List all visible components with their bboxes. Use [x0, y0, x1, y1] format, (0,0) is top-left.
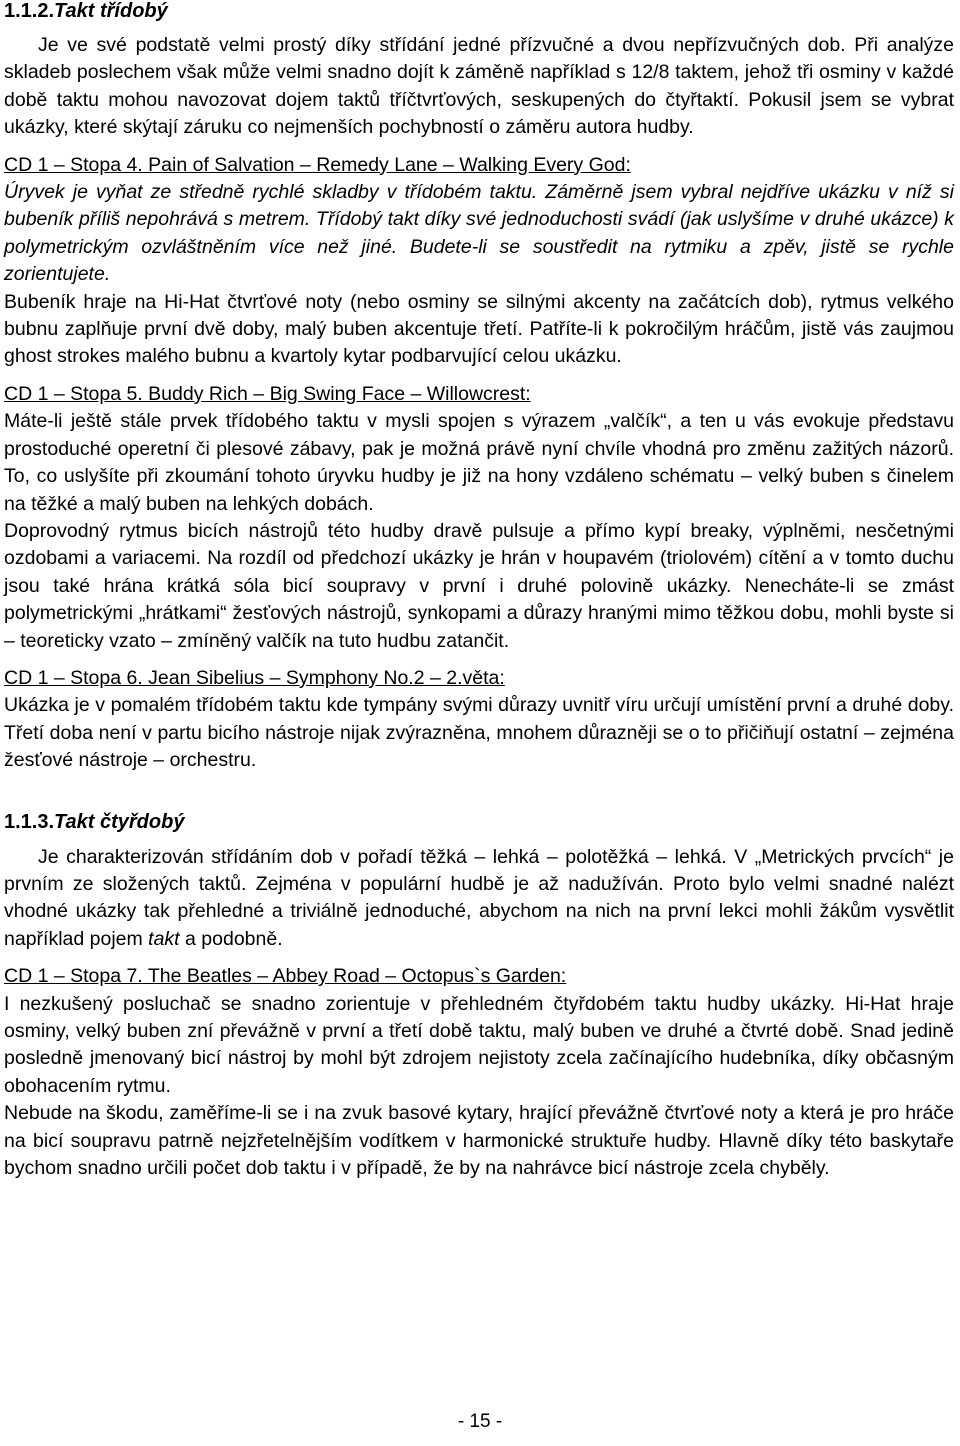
track-5-text-2: Doprovodný rytmus bicích nástrojů této hudby dravě pulsuje a přímo kypí breaky, výplněmi, nesčetnými ozdobami a variacemi. Na rozdíl od předchozí ukázky je hrán v houpavém (triolovém) cítění a v tomto duchu jsou také hrána krátká sóla bicí soupravy v první i druhé polovině ukázky. Nenecháte-li se zmást polymetrickými „hrátkami“ žesťových nástrojů, synkopami a důrazy hranými mimo těžkou dobu, mohli byste si – teoreticky vzato – zmíněný valčík na tuto hudbu zatančit.	[4, 519, 954, 652]
intro-paragraph: Je ve své podstatě velmi prostý díky střídání jedné přízvučné a dvou nepřízvučných dob. Při analýze skladeb poslechem však může velmi snadno dojít k záměně například s 12/8 taktem, jehož tři osminy v každé době taktu mohou navozovat dojem taktů tříčtvrťových, seskupených do čtyřtaktí. Pokusil jsem se vybrat ukázky, které skýtají záruku co nejmenších pochybností o záměru autora hudby.	[4, 34, 954, 139]
track-7-text-2: Nebude na škodu, zaměříme-li se i na zvuk basové kytary, hrající převážně čtvrťové noty a která je pro hráče na bicí soupravu patrně nejzřetelnějším vodítkem v harmonické struktuře hudby. Hlavně díky této baskytaře bychom snadno určili počet dob taktu i v případě, že by na nahrávce bicí nástroje zcela chyběly.	[4, 1102, 954, 1180]
track-5-text: Máte-li ještě stále prvek třídobého taktu v mysli spojen s výrazem „valčík“, a ten u vás evokuje představu prostoduché operetní či plesové zábavy, pak je možná právě nyní chvíle vhodná pro změnu zažitých názorů. To, co uslyšíte při zkoumání tohoto úryvku hudby je již na hony vzdáleno schématu – velký buben s činelem na těžké a malý buben na lehkých dobách.	[4, 410, 954, 515]
page-number: - 15 -	[457, 1411, 503, 1432]
intro-paragraph-2	[4, 844, 954, 954]
intro-text-end: a podobně.	[179, 927, 283, 950]
intro-text-start: Je charakterizován střídáním dob v pořadí těžká – lehká – polotěžká – lehká. V „Metrických prvcích“ je prvním ze složených taktů. Zejména v populární hudbě je až nadužíván. Proto bylo velmi snadné nalézt vhodné ukázky tak přehledné a triviálně jednoduché, abychom na nich na první lekci mohli žákům vysvětlit například pojem	[4, 845, 954, 950]
track-heading-7: CD 1 – Stopa 7. The Beatles – Abbey Road – Octopus`s Garden:	[4, 965, 567, 988]
track-heading-6: CD 1 – Stopa 6. Jean Sibelius – Symphony No.2 – 2.věta:	[4, 666, 505, 689]
track-7-text: I nezkušený posluchač se snadno zorientuje v přehledném čtyřdobém taktu hudby ukázky. Hi-Hat hraje osminy, velký buben zní převážně v první a třetí době taktu, malý buben ve druhé a čtvrté době. Snad jedině posledně jmenovaný bicí nástroj by mohl být zdrojem nejistoty zcela začínajícího hudebníka, díky občasným obohacením rytmu.	[4, 992, 954, 1097]
intro-emphasis: takt	[148, 927, 180, 950]
track-4-text-2: Bubeník hraje na Hi-Hat čtvrťové noty (nebo osminy se silnými akcenty na začátcích dob), rytmus velkého bubnu zaplňuje první dvě doby, malý buben akcentuje třetí. Patříte-li k pokročilým hráčům, jistě vás zaujmou ghost strokes malého bubnu a kvartoly kytar podbarvující celou ukázku.	[4, 290, 954, 368]
section-title: Takt třídobý	[54, 0, 168, 22]
track-4-text: Úryvek je vyňat ze středně rychlé skladby v třídobém taktu. Záměrně jsem vybral nejdříve ukázku v níž si bubeník příliš nepohrává s metrem. Třídobý takt díky své jednoduchosti svádí (jak uslyšíme v druhé ukázce) k polymetrickým ozvláštněním více než jiné. Budete-li se soustředit na rytmiku a zpěv, jistě se rychle zorientujete.	[4, 181, 954, 286]
track-6-text: Ukázka je v pomalém třídobém taktu kde tympány svými důrazy uvnitř víru určují umístění první a druhé doby. Třetí doba není v partu bicího nástroje nijak zvýrazněna, mnohem důrazněji se o to přičiňují ostatní – zejména žesťové nástroje – orchestru.	[4, 694, 954, 772]
section-heading-takt-tridoby	[4, 0, 954, 25]
section-heading-takt-ctyrdoby	[4, 809, 954, 836]
track-heading-5: CD 1 – Stopa 5. Buddy Rich – Big Swing Face – Willowcrest:	[4, 382, 531, 405]
document-page	[4, 0, 954, 1182]
track-heading-4: CD 1 – Stopa 4. Pain of Salvation – Remedy Lane – Walking Every God:	[4, 153, 631, 176]
section-number: 1.1.2.	[4, 0, 55, 22]
section-title: Takt čtyřdobý	[54, 810, 185, 833]
section-number: 1.1.3.	[4, 810, 55, 833]
